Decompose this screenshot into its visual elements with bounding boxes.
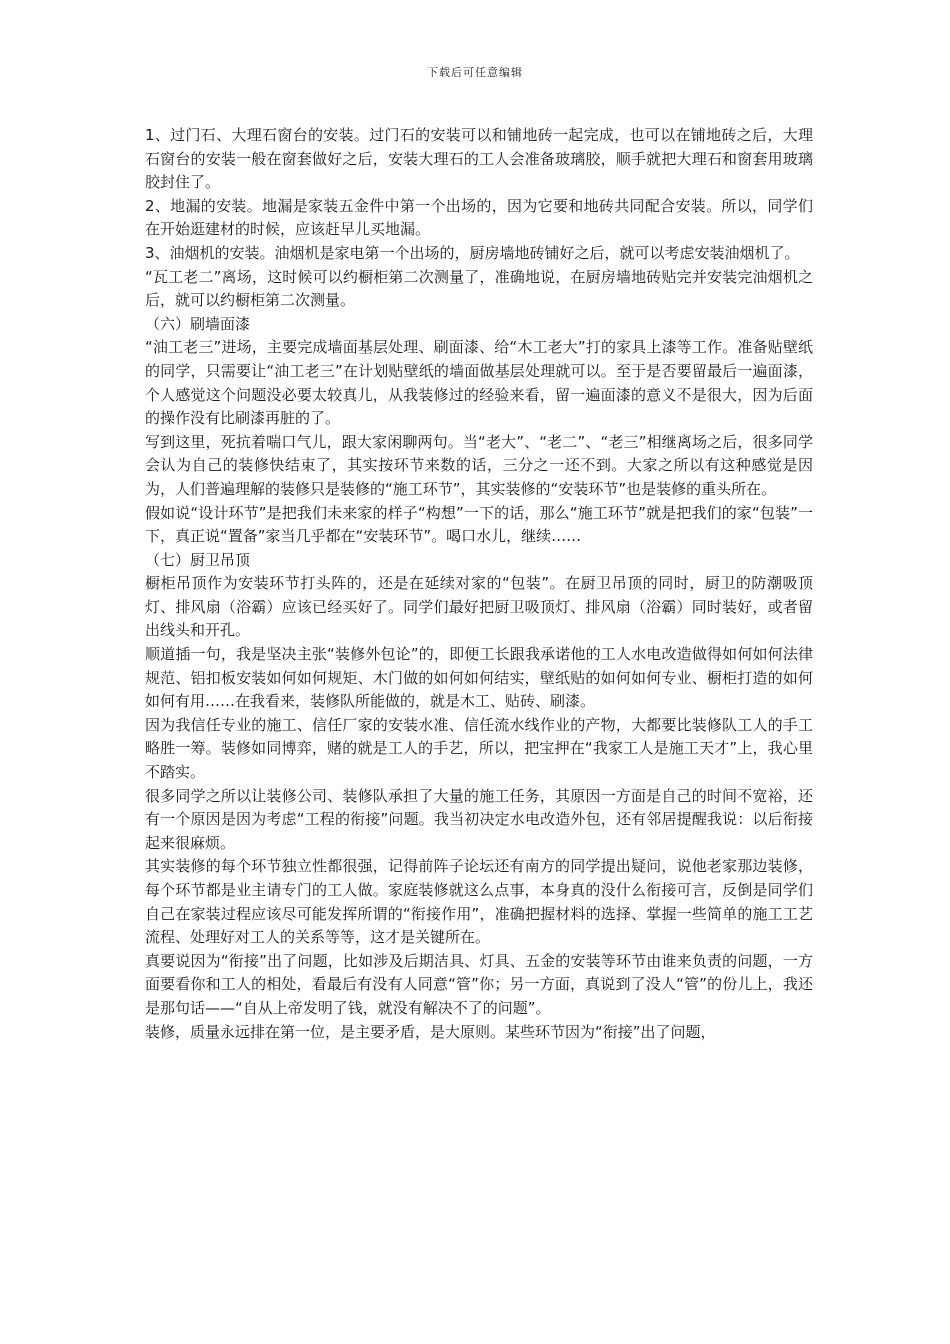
document-body xyxy=(145,124,813,1044)
paragraph-install-floor-drain: 2、地漏的安装。地漏是家装五金件中第一个出场的，因为它要和地砖共同配合安装。所以，同学们在开始逛建材的时候，应该赶早儿买地漏。 xyxy=(145,196,813,239)
section-heading-ceiling: （七）厨卫吊顶 xyxy=(145,550,251,569)
section-heading-wall-paint: （六）刷墙面漆 xyxy=(145,314,251,333)
paragraph-quality-first: 装修，质量永远排在第一位，是主要矛盾，是大原则。某些环节因为“衔接”出了问题， xyxy=(145,1022,716,1041)
paragraph-outsourcing-view: 顺道插一句，我是坚决主张“装修外包论”的，即便工长跟我承诺他的工人水电改造做得如何如何法律规范、铝扣板安装如何如何规矩、木门做的如何如何结实，壁纸贴的如何如何专业、橱柜打造的如何如何有用……在我看来，装修队所能做的，就是木工、贴砖、刷漆。 xyxy=(145,645,813,711)
paragraph-painter-enters: “油工老三”进场，主要完成墙面基层处理、刷面漆、给“木工老大”打的家具上漆等工作。准备贴壁纸的同学，只需要让“油工老三”在计划贴壁纸的墙面做基层处理就可以。至于是否要留最后一遍面漆，个人感觉这个问题没必要太较真儿，从我装修过的经验来看，留一遍面漆的意义不是很大，因为后面的操作没有比刷漆再脏的了。 xyxy=(145,338,813,428)
page-header: 下载后可任意编辑 xyxy=(427,66,523,79)
paragraph-trust-professionals: 因为我信任专业的施工、信任厂家的安装水准、信任流水线作业的产物，大都要比装修队工人的手工略胜一筹。装修如同博弈，赌的就是工人的手艺，所以，把宝押在“我家工人是施工天才”上，我心里不踏实。 xyxy=(145,715,813,782)
paragraph-coordination-issues: 真要说因为“衔接”出了问题，比如涉及后期洁具、灯具、五金的安装等环节由谁来负责的问题，一方面要看你和工人的相处，看最后有没有人同意“管”你；另一方面，真说到了没人“管”的份儿上，我还是那句话——“自从上帝发明了钱，就没有解决不了的问题”。 xyxy=(145,951,813,1017)
paragraph-design-construction-install: 假如说“设计环节”是把我们未来家的样子“构想”一下的话，那么“施工环节”就是把我们的家“包装”一下，真正说“置备”家当几乎都在“安装环节”。喝口水儿，继续…… xyxy=(145,503,813,546)
paragraph-why-contractors: 很多同学之所以让装修公司、装修队承担了大量的施工任务，其原因一方面是自己的时间不宽裕，还有一个原因是因为考虑“工程的衔接”问题。我当初决定水电改造外包，还有邻居提醒我说：以后衔接起来很麻烦。 xyxy=(145,786,813,852)
paragraph-tiler-leaves: “瓦工老二”离场，这时候可以约橱柜第二次测量了，准确地说，在厨房墙地砖贴完并安装完油烟机之后，就可以约橱柜第二次测量。 xyxy=(145,267,813,310)
paragraph-install-threshold-stone: 1、过门石、大理石窗台的安装。过门石的安装可以和铺地砖一起完成，也可以在铺地砖之后，大理石窗台的安装一般在窗套做好之后，安装大理石的工人会准备玻璃胶，顺手就把大理石和窗套用玻璃胶封住了。 xyxy=(145,126,813,192)
paragraph-install-range-hood: 3、油烟机的安装。油烟机是家电第一个出场的，厨房墙地砖铺好之后，就可以考虑安装油烟机了。 xyxy=(145,243,800,262)
paragraph-ceiling-install: 橱柜吊顶作为安装环节打头阵的，还是在延续对家的“包装”。在厨卫吊顶的同时，厨卫的防潮吸顶灯、排风扇（浴霸）应该已经买好了。同学们最好把厨卫吸顶灯、排风扇（浴霸）同时装好，或者留出线头和开孔。 xyxy=(145,574,813,640)
paragraph-chat-break: 写到这里，死抗着喘口气儿，跟大家闲聊两句。当“老大”、“老二”、“老三”相继离场之后，很多同学会认为自己的装修快结束了，其实按环节来数的话，三分之一还不到。大家之所以有这种感觉是因为，人们普遍理解的装修只是装修的“施工环节”，其实装修的“安装环节”也是装修的重头所在。 xyxy=(145,432,813,498)
paragraph-independent-stages: 其实装修的每个环节独立性都很强，记得前阵子论坛还有南方的同学提出疑问，说他老家那边装修，每个环节都是业主请专门的工人做。家庭装修就这么点事，本身真的没什么衔接可言，反倒是同学们自己在家装过程应该尽可能发挥所谓的“衔接作用”，准确把握材料的选择、掌握一些简单的施工工艺流程、处理好对工人的关系等等，这才是关键所在。 xyxy=(145,857,813,947)
